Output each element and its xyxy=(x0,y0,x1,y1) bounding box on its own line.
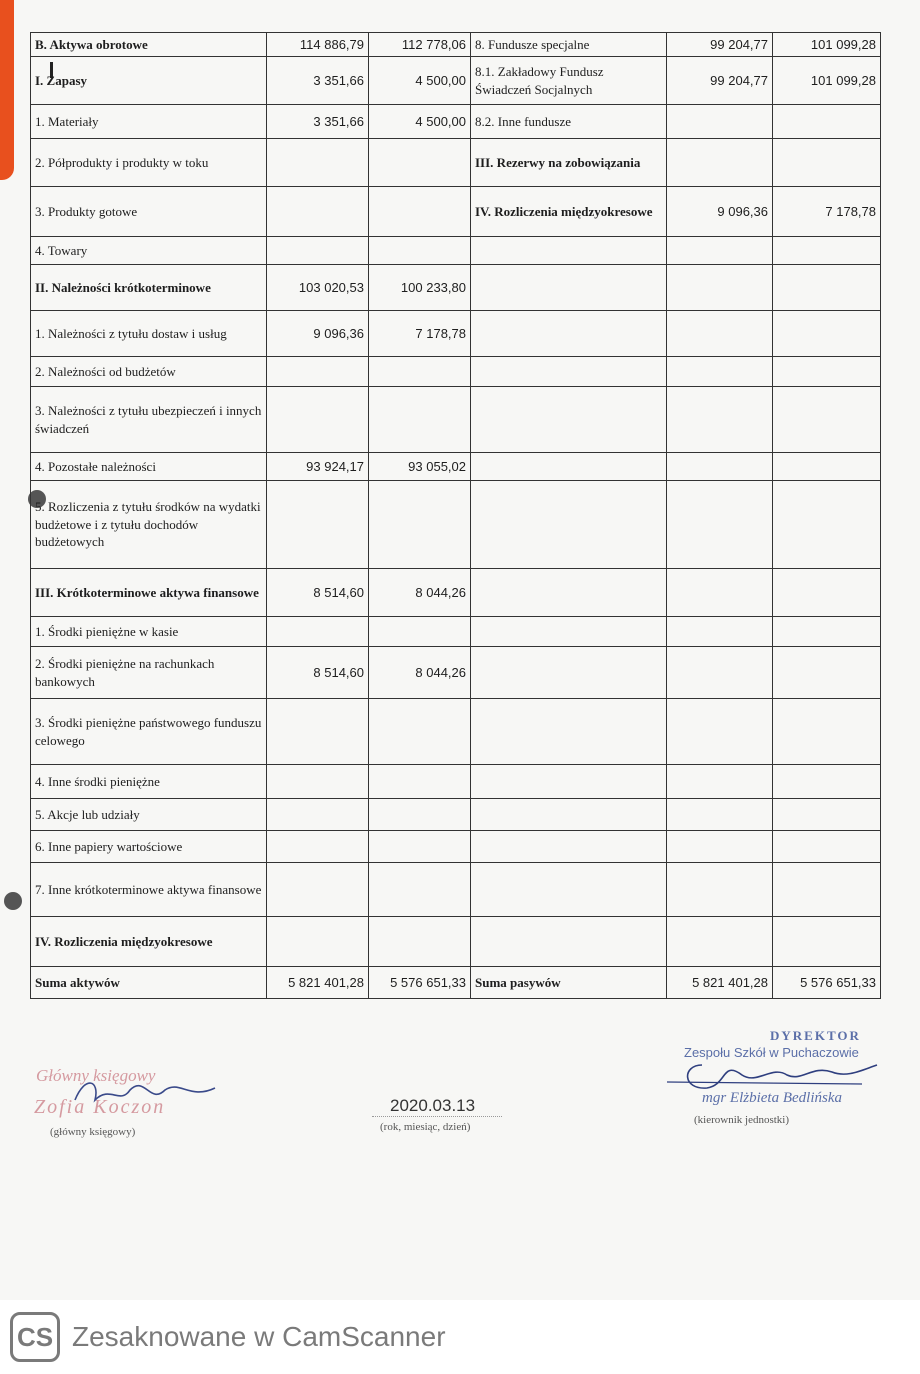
table-row xyxy=(31,311,881,357)
table-row xyxy=(31,917,881,967)
value-cell xyxy=(773,863,881,917)
value-cell: 93 924,17 xyxy=(267,453,369,481)
liability-label-cell xyxy=(471,799,667,831)
value-cell xyxy=(667,105,773,139)
value-cell xyxy=(773,265,881,311)
liability-label-cell: 8.1. Zakładowy Fundusz Świadczeń Socjalnych xyxy=(471,57,667,105)
value-cell xyxy=(667,387,773,453)
value-cell xyxy=(667,617,773,647)
value-cell: 93 055,02 xyxy=(369,453,471,481)
value-cell xyxy=(267,481,369,569)
value-cell xyxy=(267,765,369,799)
orange-edge xyxy=(0,0,14,180)
label-cell: 4. Towary xyxy=(31,237,267,265)
value-cell xyxy=(667,831,773,863)
value-cell: 3 351,66 xyxy=(267,105,369,139)
label-cell: 4. Inne środki pieniężne xyxy=(31,765,267,799)
table-row xyxy=(31,187,881,237)
liability-label-cell xyxy=(471,863,667,917)
label-cell: I. Zapasy xyxy=(31,57,267,105)
label-cell: 1. Należności z tytułu dostaw i usług xyxy=(31,311,267,357)
total-value-cell: 5 576 651,33 xyxy=(773,967,881,999)
value-cell xyxy=(773,387,881,453)
date-caption: (rok, miesiąc, dzień) xyxy=(380,1121,471,1133)
liability-label-cell: IV. Rozliczenia międzyokresowe xyxy=(471,187,667,237)
value-cell: 8 044,26 xyxy=(369,569,471,617)
table-row xyxy=(31,105,881,139)
liability-label-cell xyxy=(471,265,667,311)
total-liabilities-label: Suma pasywów xyxy=(471,967,667,999)
value-cell xyxy=(667,311,773,357)
value-cell: 9 096,36 xyxy=(667,187,773,237)
label-cell: 7. Inne krótkoterminowe aktywa finansowe xyxy=(31,863,267,917)
balance-table xyxy=(30,32,881,999)
table-row-total xyxy=(31,967,881,999)
value-cell xyxy=(773,453,881,481)
value-cell xyxy=(667,799,773,831)
date-line xyxy=(372,1116,502,1117)
value-cell xyxy=(773,569,881,617)
table-row xyxy=(31,799,881,831)
table-row xyxy=(31,569,881,617)
table-row xyxy=(31,699,881,765)
label-cell: III. Krótkoterminowe aktywa finansowe xyxy=(31,569,267,617)
scanner-watermark-bar xyxy=(0,1300,920,1374)
camscanner-text: Zesaknowane w CamScanner xyxy=(72,1321,446,1352)
table-row xyxy=(31,265,881,311)
table-row xyxy=(31,617,881,647)
director-caption: (kierownik jednostki) xyxy=(694,1114,790,1126)
value-cell xyxy=(667,453,773,481)
value-cell xyxy=(369,863,471,917)
label-cell: B. Aktywa obrotowe xyxy=(31,33,267,57)
value-cell: 8 514,60 xyxy=(267,647,369,699)
label-cell: 1. Środki pieniężne w kasie xyxy=(31,617,267,647)
label-cell: IV. Rozliczenia międzyokresowe xyxy=(31,917,267,967)
value-cell xyxy=(267,799,369,831)
value-cell xyxy=(773,647,881,699)
accountant-caption: (główny księgowy) xyxy=(50,1126,136,1138)
value-cell xyxy=(667,139,773,187)
table-row xyxy=(31,357,881,387)
accountant-stamp-title: Główny księgowy xyxy=(36,1066,156,1085)
liability-label-cell xyxy=(471,917,667,967)
value-cell: 4 500,00 xyxy=(369,57,471,105)
value-cell xyxy=(773,765,881,799)
value-cell xyxy=(667,237,773,265)
label-cell: 6. Inne papiery wartościowe xyxy=(31,831,267,863)
liability-label-cell xyxy=(471,699,667,765)
label-cell: 1. Materiały xyxy=(31,105,267,139)
camscanner-logo: CS xyxy=(10,1312,60,1362)
value-cell: 9 096,36 xyxy=(267,311,369,357)
value-cell xyxy=(773,105,881,139)
value-cell: 101 099,28 xyxy=(773,57,881,105)
liability-label-cell xyxy=(471,453,667,481)
value-cell xyxy=(667,863,773,917)
liability-label-cell xyxy=(471,311,667,357)
value-cell xyxy=(267,187,369,237)
table-row xyxy=(31,863,881,917)
value-cell xyxy=(369,917,471,967)
label-cell: 2. Środki pieniężne na rachunkach bankowych xyxy=(31,647,267,699)
label-cell: II. Należności krótkoterminowe xyxy=(31,265,267,311)
table-row xyxy=(31,237,881,265)
value-cell xyxy=(267,617,369,647)
value-cell xyxy=(773,917,881,967)
accountant-signature xyxy=(70,1070,220,1120)
value-cell xyxy=(667,699,773,765)
total-value-cell: 5 821 401,28 xyxy=(667,967,773,999)
value-cell xyxy=(773,311,881,357)
director-stamp-school: Zespołu Szkół w Puchaczowie xyxy=(684,1045,859,1060)
table-row xyxy=(31,831,881,863)
value-cell xyxy=(773,357,881,387)
value-cell: 7 178,78 xyxy=(369,311,471,357)
value-cell xyxy=(369,187,471,237)
liability-label-cell xyxy=(471,357,667,387)
total-assets-label: Suma aktywów xyxy=(31,967,267,999)
punch-hole xyxy=(4,892,22,910)
value-cell: 100 233,80 xyxy=(369,265,471,311)
value-cell xyxy=(667,569,773,617)
value-cell xyxy=(773,799,881,831)
date-value: 2020.03.13 xyxy=(390,1096,476,1115)
value-cell: 114 886,79 xyxy=(267,33,369,57)
value-cell xyxy=(369,481,471,569)
label-cell: 5. Akcje lub udziały xyxy=(31,799,267,831)
value-cell: 7 178,78 xyxy=(773,187,881,237)
label-cell: 2. Należności od budżetów xyxy=(31,357,267,387)
value-cell xyxy=(773,139,881,187)
value-cell: 8 514,60 xyxy=(267,569,369,617)
label-cell: 5. Rozliczenia z tytułu środków na wydatki budżetowe i z tytułu dochodów budżetowych xyxy=(31,481,267,569)
value-cell xyxy=(369,831,471,863)
value-cell xyxy=(667,765,773,799)
liability-label-cell xyxy=(471,481,667,569)
value-cell: 8 044,26 xyxy=(369,647,471,699)
total-value-cell: 5 821 401,28 xyxy=(267,967,369,999)
table-row xyxy=(31,765,881,799)
liability-label-cell xyxy=(471,765,667,799)
value-cell xyxy=(369,237,471,265)
value-cell: 99 204,77 xyxy=(667,33,773,57)
value-cell: 3 351,66 xyxy=(267,57,369,105)
total-value-cell: 5 576 651,33 xyxy=(369,967,471,999)
value-cell xyxy=(369,699,471,765)
director-stamp-name: mgr Elżbieta Bedlińska xyxy=(702,1090,842,1106)
liability-label-cell xyxy=(471,831,667,863)
value-cell xyxy=(773,481,881,569)
value-cell xyxy=(773,237,881,265)
value-cell xyxy=(773,831,881,863)
value-cell xyxy=(667,917,773,967)
label-cell: 2. Półprodukty i produkty w toku xyxy=(31,139,267,187)
table-row xyxy=(31,387,881,453)
value-cell xyxy=(369,799,471,831)
table-row xyxy=(31,647,881,699)
liability-label-cell xyxy=(471,647,667,699)
table-row xyxy=(31,57,881,105)
accountant-stamp-name: Zofia Koczon xyxy=(34,1096,166,1118)
table-row xyxy=(31,453,881,481)
value-cell xyxy=(267,863,369,917)
value-cell xyxy=(773,617,881,647)
label-cell: 4. Pozostałe należności xyxy=(31,453,267,481)
value-cell: 103 020,53 xyxy=(267,265,369,311)
value-cell: 101 099,28 xyxy=(773,33,881,57)
value-cell xyxy=(773,699,881,765)
value-cell xyxy=(369,139,471,187)
table-row-header xyxy=(31,33,881,57)
table-row xyxy=(31,481,881,569)
label-cell: 3. Środki pieniężne państwowego funduszu celowego xyxy=(31,699,267,765)
value-cell: 112 778,06 xyxy=(369,33,471,57)
value-cell xyxy=(369,387,471,453)
liability-label-cell: 8.2. Inne fundusze xyxy=(471,105,667,139)
value-cell xyxy=(267,831,369,863)
liability-label-cell: 8. Fundusze specjalne xyxy=(471,33,667,57)
value-cell xyxy=(267,357,369,387)
value-cell xyxy=(369,357,471,387)
liability-label-cell xyxy=(471,617,667,647)
value-cell xyxy=(369,765,471,799)
value-cell: 99 204,77 xyxy=(667,57,773,105)
label-cell: 3. Należności z tytułu ubezpieczeń i innych świadczeń xyxy=(31,387,267,453)
value-cell xyxy=(267,237,369,265)
liability-label-cell: III. Rezerwy na zobowiązania xyxy=(471,139,667,187)
label-cell: 3. Produkty gotowe xyxy=(31,187,267,237)
liability-label-cell xyxy=(471,237,667,265)
value-cell xyxy=(667,481,773,569)
value-cell xyxy=(667,647,773,699)
liability-label-cell xyxy=(471,569,667,617)
table-row xyxy=(31,139,881,187)
value-cell: 4 500,00 xyxy=(369,105,471,139)
value-cell xyxy=(267,387,369,453)
value-cell xyxy=(667,265,773,311)
value-cell xyxy=(267,917,369,967)
value-cell xyxy=(369,617,471,647)
liability-label-cell xyxy=(471,387,667,453)
value-cell xyxy=(267,699,369,765)
director-stamp-title: DYREKTOR xyxy=(770,1028,861,1043)
value-cell xyxy=(667,357,773,387)
value-cell xyxy=(267,139,369,187)
